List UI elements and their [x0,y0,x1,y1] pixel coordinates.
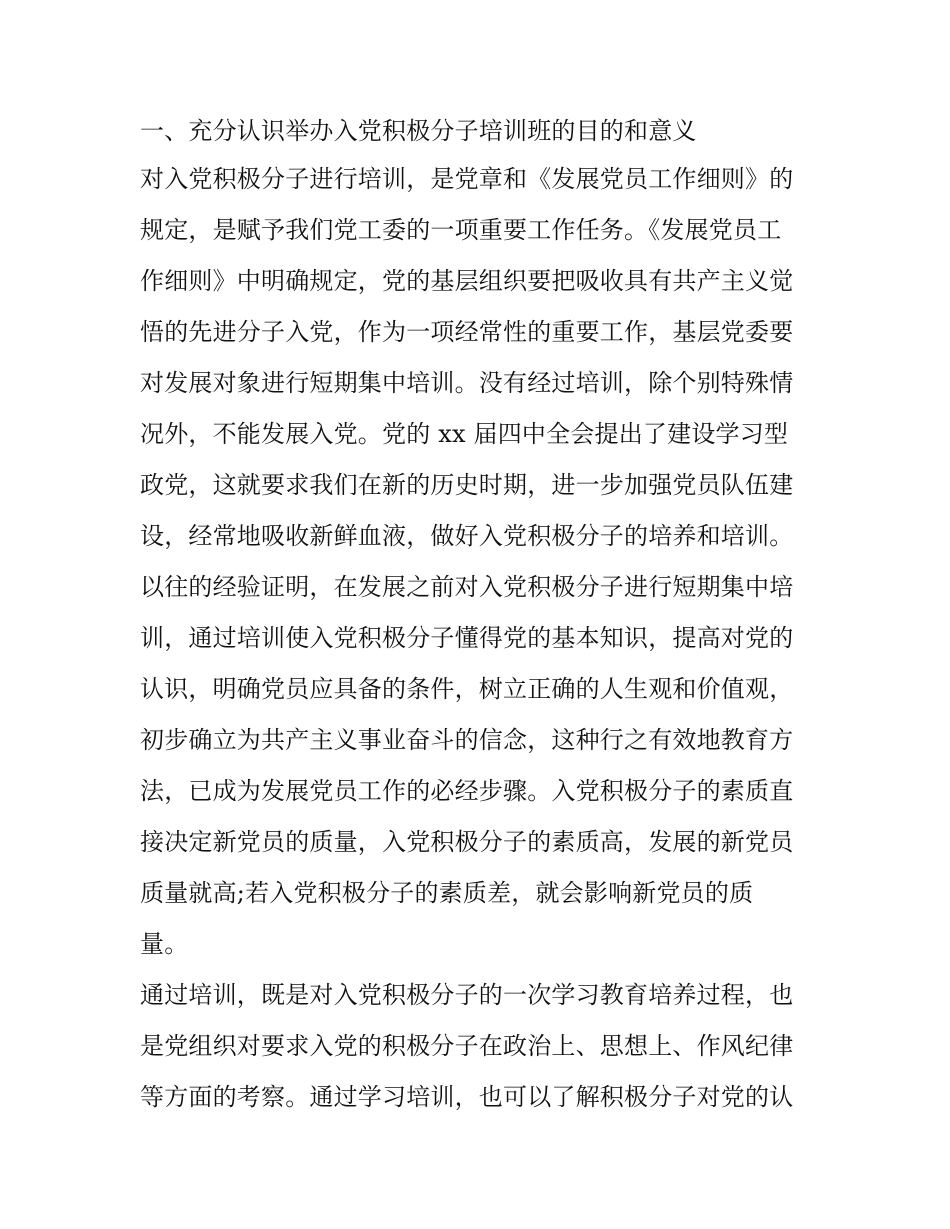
text-line: 以往的经验证明，在发展之前对入党积极分子进行短期集中培 [140,573,794,601]
text-line: 设，经常地吸收新鲜血液，做好入党积极分子的培养和培训。 [140,522,794,550]
text-line: 初步确立为共产主义事业奋斗的信念，这种行之有效地教育方 [140,726,794,754]
text-line: 训，通过培训使入党积极分子懂得党的基本知识，提高对党的 [140,624,794,652]
text-line: 作细则》中明确规定，党的基层组织要把吸收具有共产主义觉 [140,267,794,295]
text-line: 等方面的考察。通过学习培训，也可以了解积极分子对党的认 [140,1083,794,1111]
text-line: 通过培训，既是对入党积极分子的一次学习教育培养过程，也 [140,981,794,1009]
text-line: 规定，是赋予我们党工委的一项重要工作任务。《发展党员工 [140,216,782,244]
text-line: 接决定新党员的质量，入党积极分子的素质高，发展的新党员 [140,828,794,856]
text-line: 政党，这就要求我们在新的历史时期，进一步加强党员队伍建 [140,471,794,499]
text-line: 悟的先进分子入党，作为一项经常性的重要工作，基层党委要 [140,318,794,346]
text-line: 对发展对象进行短期集中培训。没有经过培训，除个别特殊情 [140,369,794,397]
text-line: 对入党积极分子进行培训，是党章和《发展党员工作细则》的 [140,165,794,193]
text-line: 是党组织对要求入党的积极分子在政治上、思想上、作风纪律 [140,1032,794,1060]
document-body [140,108,820,1123]
text-line: 况外，不能发展入党。党的 xx 届四中全会提出了建设学习型 [140,420,789,448]
section-heading: 一、充分认识举办入党积极分子培训班的目的和意义 [140,117,697,145]
text-line: 法，已成为发展党员工作的必经步骤。入党积极分子的素质直 [140,777,794,805]
text-line: 量。 [140,930,189,958]
text-line: 质量就高;若入党积极分子的素质差，就会影响新党员的质 [140,879,754,907]
text-line: 认识，明确党员应具备的条件，树立正确的人生观和价值观， [140,675,794,703]
